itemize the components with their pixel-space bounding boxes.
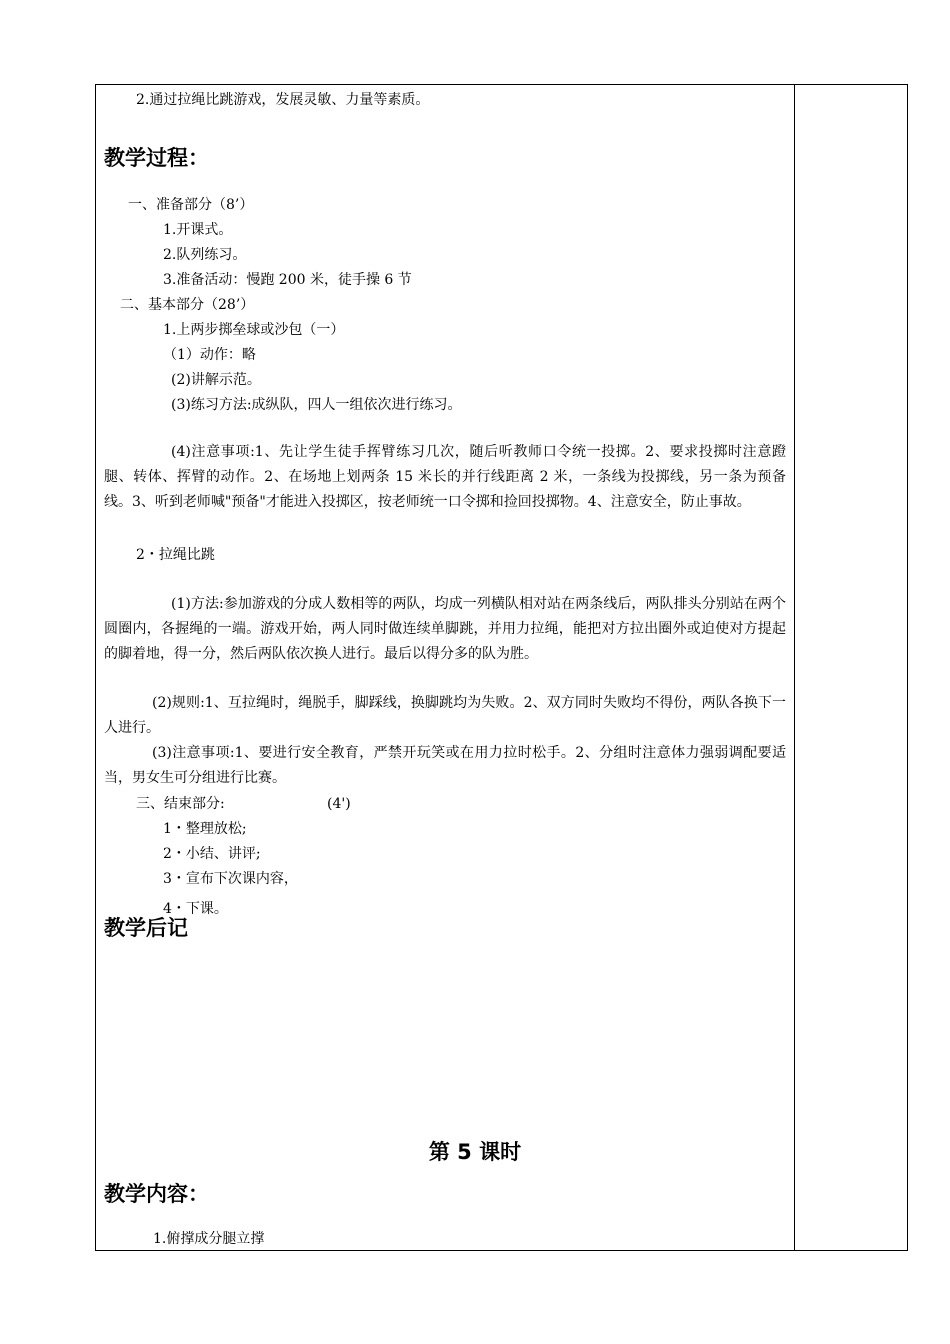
basic-item-sub: （1）动作：略 (163, 347, 256, 363)
section-end-time: (4') (327, 796, 351, 812)
prep-item: 2.队列练习。 (163, 247, 247, 263)
table-column-divider (794, 84, 795, 1251)
basic-item-title: 1.上两步掷垒球或沙包（一） (163, 322, 345, 338)
afterword-heading: 教学后记 (104, 916, 188, 940)
end-item: 2・小结、讲评; (163, 846, 261, 862)
section-prep-title: 一、准备部分（8’） (128, 197, 254, 213)
prep-item: 1.开课式。 (163, 222, 233, 238)
end-item: 1・整理放松; (163, 821, 247, 837)
content-item: 1.俯撑成分腿立撑 (153, 1231, 265, 1247)
game-title: 2・拉绳比跳 (136, 547, 215, 563)
prep-item: 3.准备活动：慢跑 200 米，徒手操 6 节 (163, 272, 412, 288)
lesson-title: 第 5 课时 (428, 1140, 522, 1164)
section-end-title: 三、结束部分: (136, 796, 225, 812)
game-notes: (3)注意事项:1、要进行安全教育，严禁开玩笑或在用力拉时松手。2、分组时注意体力强弱调配要适当，男女生可分组进行比赛。 (104, 745, 786, 786)
basic-item-notes: (4)注意事项:1、先让学生徒手挥臂练习几次，随后听教师口令统一投掷。2、要求投掷时注意蹬腿、转体、挥臂的动作。2、在场地上划两条 15 米长的并行线距离 2 米，一条线为投掷线，另一条为预备线。3、听到老师喊"预备"才能进入投掷区，按老师统一口令掷和捡回投掷物。4、注意安全，防止事故。 (104, 444, 786, 510)
process-heading: 教学过程： (104, 146, 209, 170)
game-method: (1)方法:参加游戏的分成人数相等的两队，均成一列横队相对站在两条线后，两队排头分别站在两个圆圈内，各握绳的一端。游戏开始，两人同时做连续单脚跳，并用力拉绳，能把对方拉出圈外或迫使对方提起的脚着地，得一分，然后两队依次换人进行。最后以得分多的队为胜。 (104, 596, 786, 662)
content-heading: 教学内容： (104, 1182, 209, 1206)
basic-item-sub: (2)讲解示范。 (171, 372, 261, 388)
section-basic-title: 二、基本部分（28’） (120, 297, 255, 313)
objective-line: 2.通过拉绳比跳游戏，发展灵敏、力量等素质。 (136, 92, 430, 108)
end-item: 4・下课。 (163, 901, 228, 917)
end-item: 3・宣布下次课内容， (163, 871, 298, 887)
basic-item-sub: (3)练习方法:成纵队，四人一组依次进行练习。 (171, 397, 462, 413)
game-rules: (2)规则:1、互拉绳时，绳脱手，脚踩线，换脚跳均为失败。2、双方同时失败均不得份，两队各换下一人进行。 (104, 695, 786, 736)
